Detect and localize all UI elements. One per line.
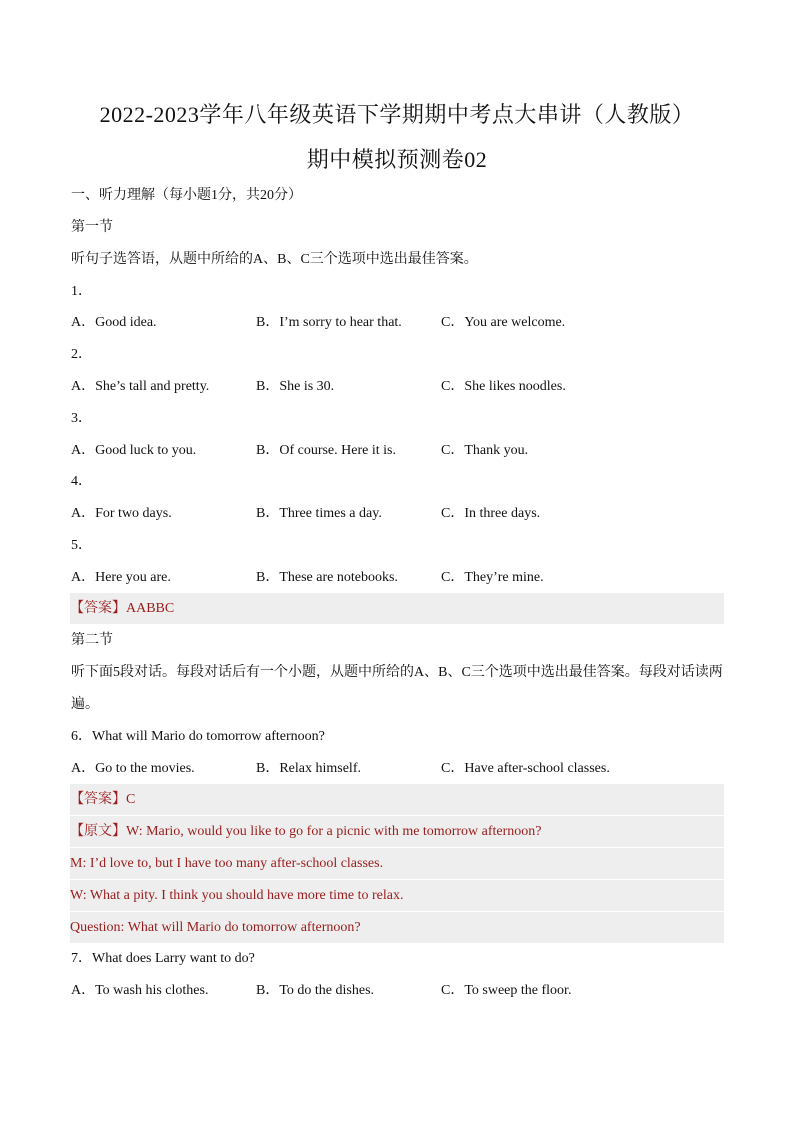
option-c: C．She likes noodles. (441, 379, 566, 394)
question-number: 1． (71, 284, 92, 299)
option-a: A．Good luck to you. (71, 443, 197, 458)
option-a: A．Go to the movies. (71, 761, 195, 776)
question-options (71, 753, 724, 785)
transcript-line: W: What a pity. I think you should have more time to relax. (70, 880, 724, 911)
question-number: 3． (71, 411, 92, 426)
answer-block (70, 784, 724, 815)
option-b: B．I’m sorry to hear that. (256, 315, 402, 330)
question-number: 5． (71, 538, 92, 553)
transcript-text: W: Mario, would you like to go for a picnic with me tomorrow afternoon? (126, 824, 542, 839)
part2-label: 第二节 (71, 633, 113, 648)
option-c: C．Have after-school classes. (441, 761, 610, 776)
transcript-line: Question: What will Mario do tomorrow afternoon? (70, 912, 724, 943)
option-c: C．They’re mine. (441, 570, 544, 585)
option-b: B．These are notebooks. (256, 570, 398, 585)
answer-label: 【答案】 (70, 792, 126, 807)
option-c: C．Thank you. (441, 443, 529, 458)
question-options (71, 498, 724, 530)
option-a: A．For two days. (71, 506, 172, 521)
answer-value: C (126, 792, 136, 807)
option-a: A．Here you are. (71, 570, 171, 585)
section-heading: 一、听力理解（每小题1分，共20分） (71, 188, 302, 203)
option-b: B．Of course. Here it is. (256, 443, 396, 458)
option-c: C．You are welcome. (441, 315, 566, 330)
answer-block (70, 593, 724, 624)
question-options (71, 371, 724, 403)
part1-instruction: 听句子选答语，从题中所给的A、B、C三个选项中选出最佳答案。 (71, 252, 478, 267)
question-options (71, 307, 724, 339)
option-b: B．Three times a day. (256, 506, 382, 521)
part2-instruction: 听下面5段对话。每段对话后有一个小题，从题中所给的A、B、C三个选项中选出最佳答案。每段对话读两遍。 (71, 665, 723, 712)
option-c: C．In three days. (441, 506, 541, 521)
question-stem: 6．What will Mario do tomorrow afternoon? (71, 729, 325, 744)
question-stem: 7．What does Larry want to do? (71, 951, 255, 966)
answer-label: 【答案】 (70, 601, 126, 616)
transcript-line (70, 816, 724, 847)
question-options (71, 562, 724, 594)
option-a: A．Good idea. (71, 315, 157, 330)
question-number: 2． (71, 347, 92, 362)
option-a: A．To wash his clothes. (71, 983, 209, 998)
question-options (71, 435, 724, 467)
question-number: 4． (71, 474, 92, 489)
document-subtitle: 期中模拟预测卷02 (306, 147, 488, 172)
transcript-label: 【原文】 (70, 824, 126, 839)
document-title: 2022-2023学年八年级英语下学期期中考点大串讲（人教版） (99, 102, 695, 127)
answer-value: AABBC (126, 601, 175, 616)
option-b: B．Relax himself. (256, 761, 361, 776)
question-options (71, 975, 724, 1007)
option-b: B．She is 30. (256, 379, 335, 394)
transcript-line: M: I’d love to, but I have too many after-school classes. (70, 848, 724, 879)
option-b: B．To do the dishes. (256, 983, 375, 998)
option-c: C．To sweep the floor. (441, 983, 572, 998)
option-a: A．She’s tall and pretty. (71, 379, 210, 394)
part1-label: 第一节 (71, 220, 113, 235)
